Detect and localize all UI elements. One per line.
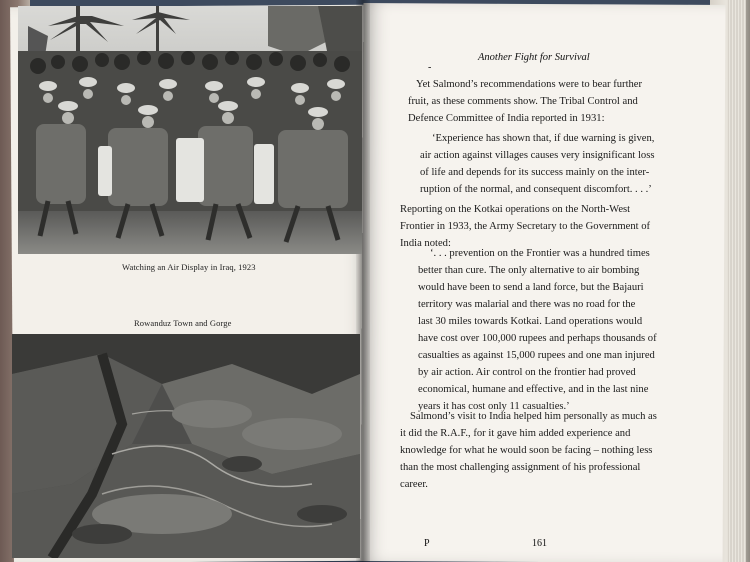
text-line: Yet Salmond’s recommendations were to bear further — [416, 79, 643, 90]
text-line: knowledge for what he would soon be facing – nothing less — [400, 445, 653, 456]
text-line: air action against villages causes very insignificant loss — [420, 150, 655, 161]
text-line: fruit, as these comments show. The Tribal Control and — [408, 96, 638, 107]
text-line: Frontier in 1933, the Army Secretary to the Government of — [400, 221, 651, 232]
text-line: casualties as against 15,000 rupees and one man injured — [418, 350, 655, 361]
signature-mark: P — [424, 538, 430, 549]
text-line: ‘. . . prevention on the Frontier was a hundred times — [430, 248, 650, 259]
photo-air-display-crowd — [18, 6, 362, 254]
photo-caption-air-display: Watching an Air Display in Iraq, 1923 — [122, 262, 256, 272]
page-number: 161 — [532, 538, 547, 549]
text-line: ruption of the normal, and consequent discomfort. . . .’ — [420, 184, 652, 195]
dash-mark: - — [428, 62, 432, 73]
text-line: by air action. Air control on the frontier had proved — [418, 367, 636, 378]
text-line: economical, humane and effective, and in the last nine — [418, 384, 649, 395]
paragraph-1 — [408, 76, 642, 127]
quote-1 — [420, 130, 654, 198]
text-line: better than cure. The only alternative to air bombing — [418, 265, 640, 276]
photo-rowanduz-gorge — [12, 334, 360, 558]
text-line: Reporting on the Kotkai operations on the North-West — [400, 204, 631, 215]
text-line: it did the R.A.F., for it gave him added experience and — [400, 428, 631, 439]
text-line: would have been to send a land force, but the Bajauri — [418, 282, 644, 293]
text-line: years it has cost only 11 casualties.’ — [418, 401, 570, 412]
text-line: than the most challenging assignment of his professional — [400, 462, 641, 473]
text-line: India noted: — [400, 238, 451, 249]
text-line: have cost over 100,000 rupees and perhaps thousands of — [418, 333, 657, 344]
running-head: Another Fight for Survival — [478, 52, 590, 63]
text-line: territory was malarial and there was no road for the — [418, 299, 636, 310]
gorge-photo-illustration — [12, 334, 360, 558]
text-line: of life and depends for its success mainly on the inter- — [420, 167, 650, 178]
paragraph-3 — [400, 408, 657, 493]
text-line: career. — [400, 479, 428, 490]
text-line: ‘Experience has shown that, if due warning is given, — [432, 133, 655, 144]
quote-2 — [418, 245, 657, 415]
text-line: Defence Committee of India reported in 1931: — [408, 113, 605, 124]
crowd-photo-illustration — [18, 6, 362, 254]
text-line: last 30 miles towards Kotkai. Land operations would — [418, 316, 643, 327]
text-line: Salmond’s visit to India helped him personally as much as — [410, 411, 657, 422]
photo-caption-rowanduz: Rowanduz Town and Gorge — [134, 318, 232, 328]
